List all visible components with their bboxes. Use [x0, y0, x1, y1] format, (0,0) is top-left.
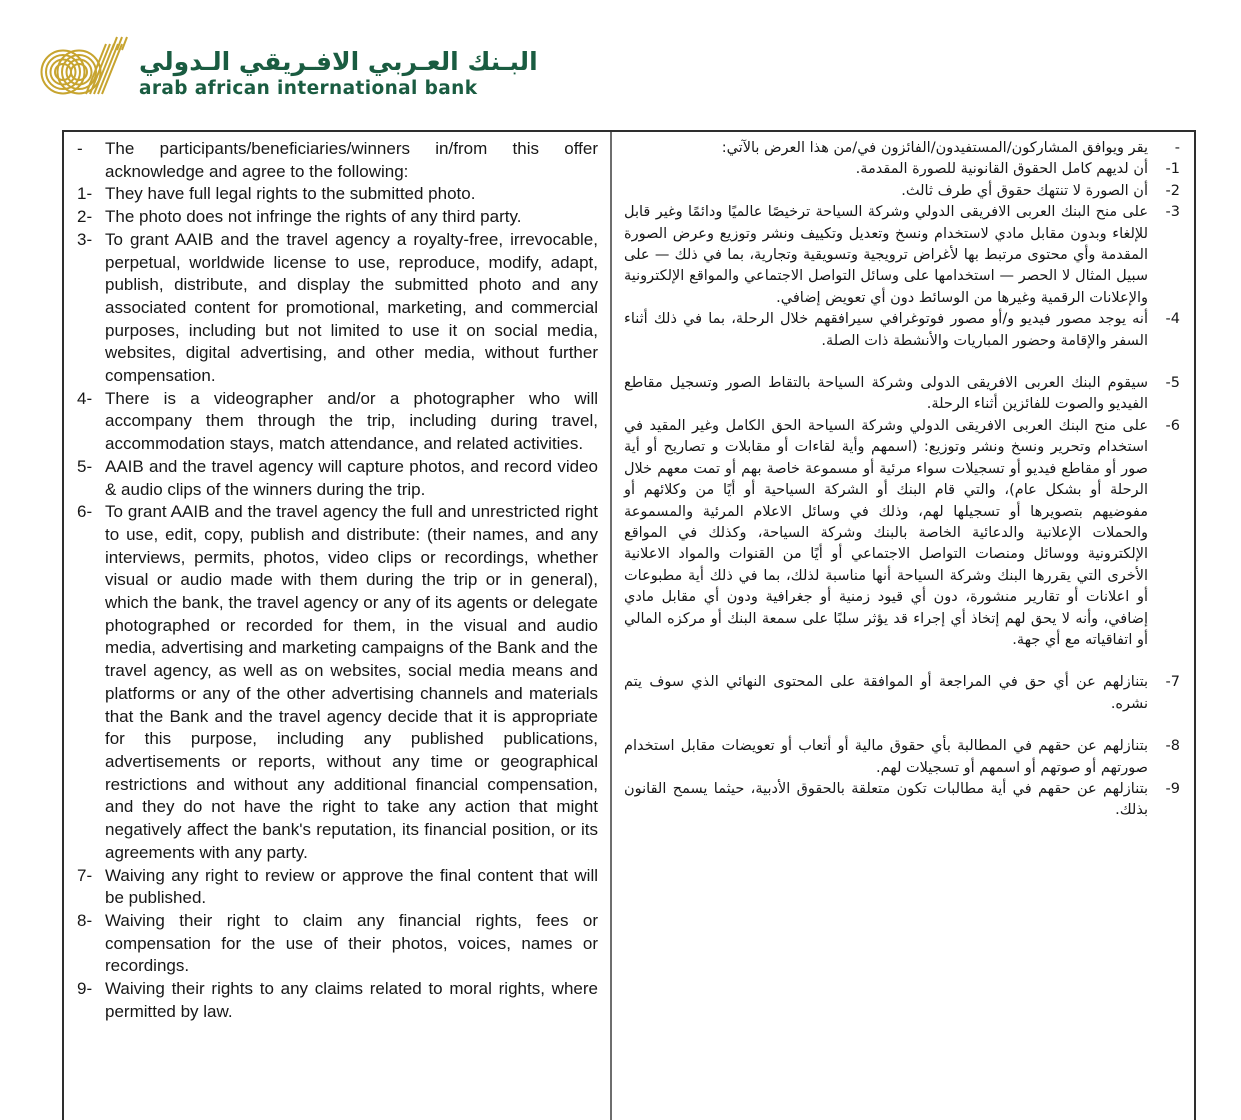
item-marker: -4	[1165, 311, 1180, 328]
item-text: They have full legal rights to the submitted photo.	[105, 184, 476, 204]
item-marker: 4-	[77, 388, 93, 408]
en-item-5	[76, 456, 598, 501]
en-item-3	[76, 229, 598, 388]
ar-item-intro	[624, 138, 1181, 159]
item-marker: -2	[1165, 182, 1180, 199]
item-text: أن لديهم كامل الحقوق القانونية للصورة المقدمة.	[855, 161, 1148, 178]
item-marker: 5-	[77, 456, 93, 476]
en-item-2	[76, 206, 598, 229]
item-text: The photo does not infringe the rights of any third party.	[105, 207, 522, 227]
en-item-8	[76, 910, 598, 978]
item-text: To grant AAIB and the travel agency a royalty-free, irrevocable, perpetual, worldwide license to use, reproduce, modify, adapt, publish, distribute, and display the submitted photo and any associated content for promotional, marketing, and commercial purposes, including but not limited to use it on social media, websites, digital advertising, and other media, without further compensation.	[105, 229, 598, 386]
item-text: بتنازلهم عن حقهم في أية مطالبات تكون متعلقة بالحقوق الأدبية، حيثما يسمح القانون بذلك.	[624, 780, 1148, 819]
item-text: يقر ويوافق المشاركون/المستفيدون/الفائزون في/من هذا العرض بالآتي:	[721, 140, 1148, 156]
item-marker: 6-	[77, 502, 93, 522]
ar-item-7	[624, 672, 1181, 715]
bank-name-english: arab african international bank	[139, 78, 478, 99]
item-text: Waiving their right to claim any financial rights, fees or compensation for the use of their photos, voices, names or recordings.	[105, 910, 598, 976]
item-text: أنه يوجد مصور فيديو و/أو مصور فوتوغرافي سيرافقهم خلال الرحلة، بما في ذلك أثناء السفر والإقامة وحضور المباريات والأنشطة ذات الصلة.	[624, 311, 1148, 349]
item-text: على منح البنك العربى الافريقى الدولي وشركة السياحة ترخيصًا عالميًا ودائمًا وغير قابل للإلغاء وبدون مقابل مادي لاستخدام ونسخ وتعديل وتكييف ونشر وتوزيع وعرض الصورة المقدمة وأي محتوى مرتبط بها لأغراض ترويجية وتسويقية وتجارية، بما في ذلك — على سبيل المثال لا الحصر — استخدامها على وسائل التواصل الاجتماعي والمواقع الإلكترونية والإعلانات الرقمية وغيرها من الوسائط دون أي تعويض إضافي.	[624, 204, 1148, 306]
item-text: AAIB and the travel agency will capture photos, and record video & audio clips of the winners during the trip.	[105, 456, 598, 499]
ar-item-3	[624, 202, 1181, 309]
bank-name-arabic: البـنك العـربي الافـريقي الـدولي	[139, 47, 538, 76]
item-marker: 9-	[77, 979, 93, 999]
item-text: To grant AAIB and the travel agency the full and unrestricted right to use, edit, copy, publish and distribute: (their names, and any interviews, permits, photos, video clips or recordings, whether visual or audio made with them during the trip or in general), which the bank, the travel agency or any of its agents or delegate photographed or recorded for them, in the visual and audio media, advertising and marketing campaigns of the Bank and the travel agency, as well as on websites, social media means and platforms or any of the other advertising channels and materials that the Bank and the travel agency decide that it is appropriate for this purpose, including any published publications, advertisements or reports, without any time or geographical restrictions and without any additional financial compensation, and they do not have the right to take any action that might negatively affect the bank's reputation, its financial position, or its agreements with any party.	[105, 502, 598, 862]
item-marker: 2-	[77, 207, 93, 227]
item-marker: -8	[1165, 738, 1180, 755]
aaib-logo-emblem	[36, 36, 132, 100]
ar-item-8	[624, 736, 1181, 779]
item-marker: -6	[1165, 417, 1180, 434]
item-marker: 8-	[77, 910, 93, 930]
ar-item-1	[624, 159, 1181, 180]
item-marker: -	[77, 139, 83, 158]
item-marker: -5	[1165, 375, 1180, 392]
ar-item-6	[624, 416, 1181, 651]
item-text: على منح البنك العربى الافريقى الدولي وشركة السياحة الحق الكامل وغير المقيد في استخدام وتحرير ونسخ ونشر وتوزيع: (اسمهم وأية لقاءات أو مقابلات و تصاريح أو أية صور أو مقاطع فيديو أو تسجيلات سواء مرئية أو مسموعة خاصة بهم أو تمت معهم خلال الرحلة أو بشكل عام)، والتي قام البنك أو الشركة السياحية أو أيًا من وكلائهم أو مفوضيهم بتصويرها أو تسجيلها لهم، وذلك في وسائل الاعلام المرئية والمسموعة والحملات الإعلانية والدعائية الخاصة بالبنك وشركة السياحة، وكذلك في المواقع الإلكترونية ووسائل ومنصات التواصل الاجتماعي أو أيًا من القنوات والمواد الاعلانية الأخرى التي يقررها البنك وشركة السياحة أنها مناسبة لذلك، بما في ذلك أية مطبوعات أو اعلانات أو تقارير منشورة، دون أي قيود زمنية أو جغرافية ودون أي مقابل مادي إضافي، وأنه لا يحق لهم إتخاذ أي إجراء قد يؤثر سلبًا على سمعة البنك أو مركزه المالي أو اتفاقياته مع أي جهة.	[624, 417, 1148, 648]
item-marker: 3-	[77, 229, 93, 249]
ar-item-9	[624, 779, 1181, 822]
en-item-4	[76, 388, 598, 456]
en-item-6	[76, 501, 598, 864]
en-item-1	[76, 183, 598, 206]
item-marker: 1-	[77, 184, 93, 204]
item-text: سيقوم البنك العربى الافريقى الدولى وشركة السياحة بالتقاط الصور وتسجيل مقاطع الفيديو والصوت للفائزين أثناء الرحلة.	[624, 375, 1148, 413]
terms-column-arabic	[612, 132, 1194, 1120]
ar-item-2	[624, 181, 1181, 202]
item-marker: -1	[1165, 161, 1180, 178]
item-marker: -7	[1165, 674, 1180, 691]
en-item-9	[76, 978, 598, 1023]
item-text: بتنازلهم عن حقهم في المطالبة بأي حقوق مالية أو أتعاب أو تعويضات مقابل استخدام صورتهم أو صوتهم أو اسمهم أو تسجيلات لهم.	[624, 738, 1148, 776]
aaib-logo	[36, 36, 538, 100]
item-marker: -9	[1165, 780, 1180, 797]
item-marker: -	[1174, 140, 1180, 156]
item-text: أن الصورة لا تنتهك حقوق أي طرف ثالث.	[901, 182, 1148, 199]
item-text: The participants/beneficiaries/winners in/from this offer acknowledge and agree to the following:	[105, 139, 598, 181]
en-item-7	[76, 865, 598, 910]
item-text: بتنازلهم عن أي حق في المراجعة أو الموافقة على المحتوى النهائي الذي سوف يتم نشره.	[624, 674, 1148, 712]
terms-column-english	[64, 132, 612, 1120]
ar-item-5	[624, 373, 1181, 416]
item-marker: 7-	[77, 865, 93, 885]
en-item-intro	[76, 138, 598, 183]
item-marker: -3	[1165, 204, 1180, 221]
item-text: Waiving any right to review or approve the final content that will be published.	[105, 865, 598, 908]
ar-item-4	[624, 309, 1181, 352]
item-text: Waiving their rights to any claims related to moral rights, where permitted by law.	[105, 979, 598, 1021]
item-text: There is a videographer and/or a photographer who will accompany them through the trip, including during travel, accommodation stays, match attendance, and related activities.	[105, 388, 598, 454]
terms-table	[62, 130, 1196, 1120]
